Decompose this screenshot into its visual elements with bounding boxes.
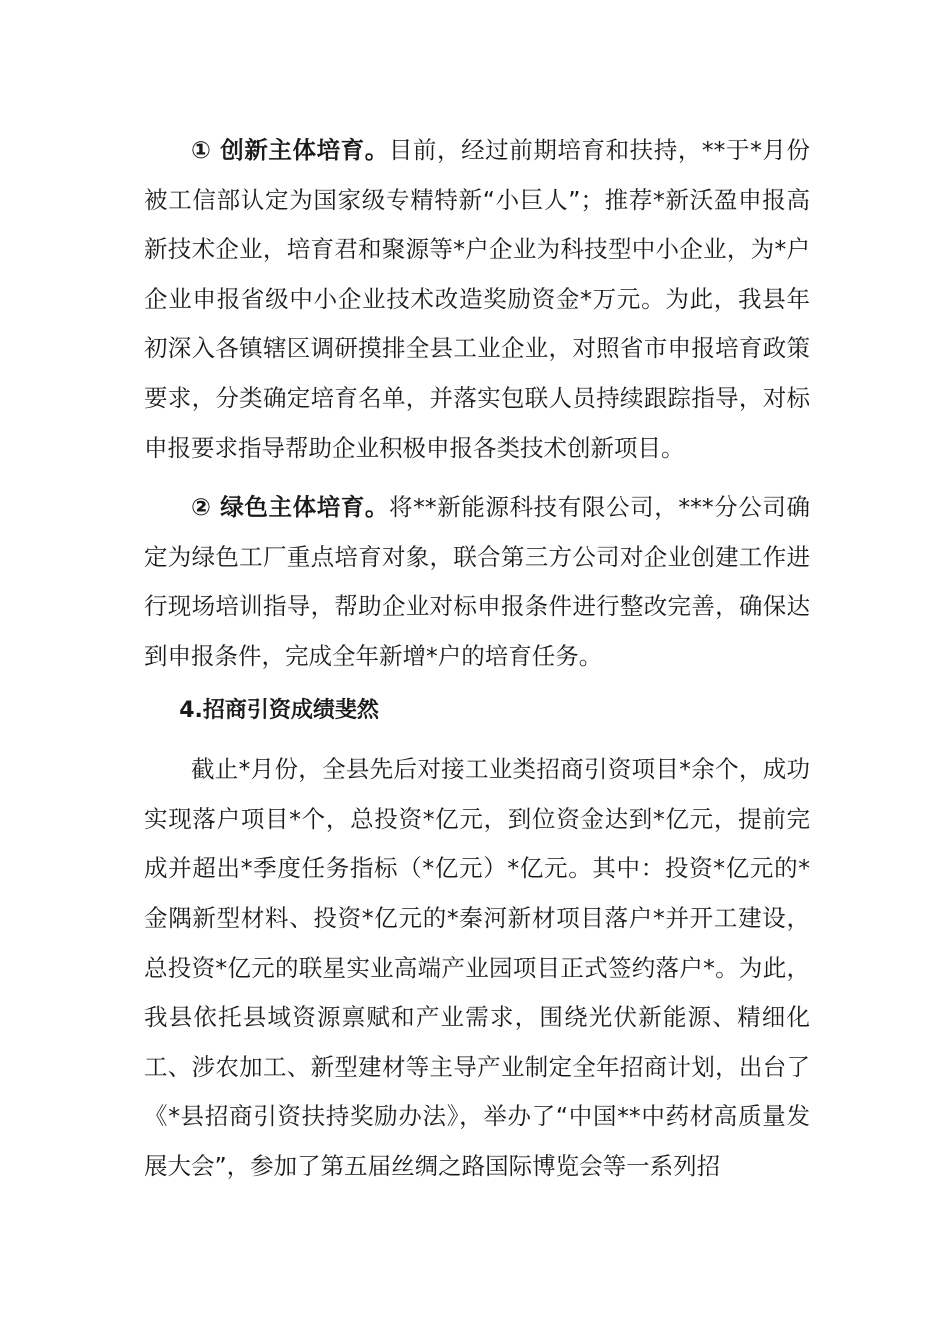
document-body: [144, 126, 810, 1191]
paragraph-innovation-cultivation: [144, 126, 810, 473]
section-heading-investment: 4.招商引资成绩斐然: [179, 697, 379, 723]
paragraph-lead-green: ② 绿色主体培育。: [191, 493, 390, 522]
paragraph-green-cultivation: [144, 483, 810, 681]
paragraph-investment: [144, 745, 810, 1191]
paragraph-text-green: 将**新能源科技有限公司，***分公司确定为绿色工厂重点培育对象，联合第三方公司对企业创建工作进行现场培训指导，帮助企业对标申报条件进行整改完善，确保达到申报条件，完成全年新增*户的培育任务。: [144, 493, 810, 670]
paragraph-text-innovation: 目前，经过前期培育和扶持，**于*月份被工信部认定为国家级专精特新“小巨人”；推荐*新沃盈申报高新技术企业，培育君和聚源等*户企业为科技型中小企业，为*户企业申报省级中小企业技术改造奖励资金*万元。为此，我县年初深入各镇辖区调研摸排全县工业企业，对照省市申报培育政策要求，分类确定培育名单，并落实包联人员持续跟踪指导，对标申报要求指导帮助企业积极申报各类技术创新项目。: [144, 136, 810, 462]
paragraph-text-investment: 截止*月份，全县先后对接工业类招商引资项目*余个，成功实现落户项目*个，总投资*亿元，到位资金达到*亿元，提前完成并超出*季度任务指标（*亿元）*亿元。其中：投资*亿元的*金隅新型材料、投资*亿元的*秦河新材项目落户*并开工建设，总投资*亿元的联星实业高端产业园项目正式签约落户*。为此，我县依托县域资源禀赋和产业需求，围绕光伏新能源、精细化工、涉农加工、新型建材等主导产业制定全年招商计划，出台了《*县招商引资扶持奖励办法》，举办了“中国**中药材高质量发展大会”，参加了第五届丝绸之路国际博览会等一系列招: [144, 755, 810, 1180]
paragraph-lead-innovation: ① 创新主体培育。: [191, 136, 389, 164]
